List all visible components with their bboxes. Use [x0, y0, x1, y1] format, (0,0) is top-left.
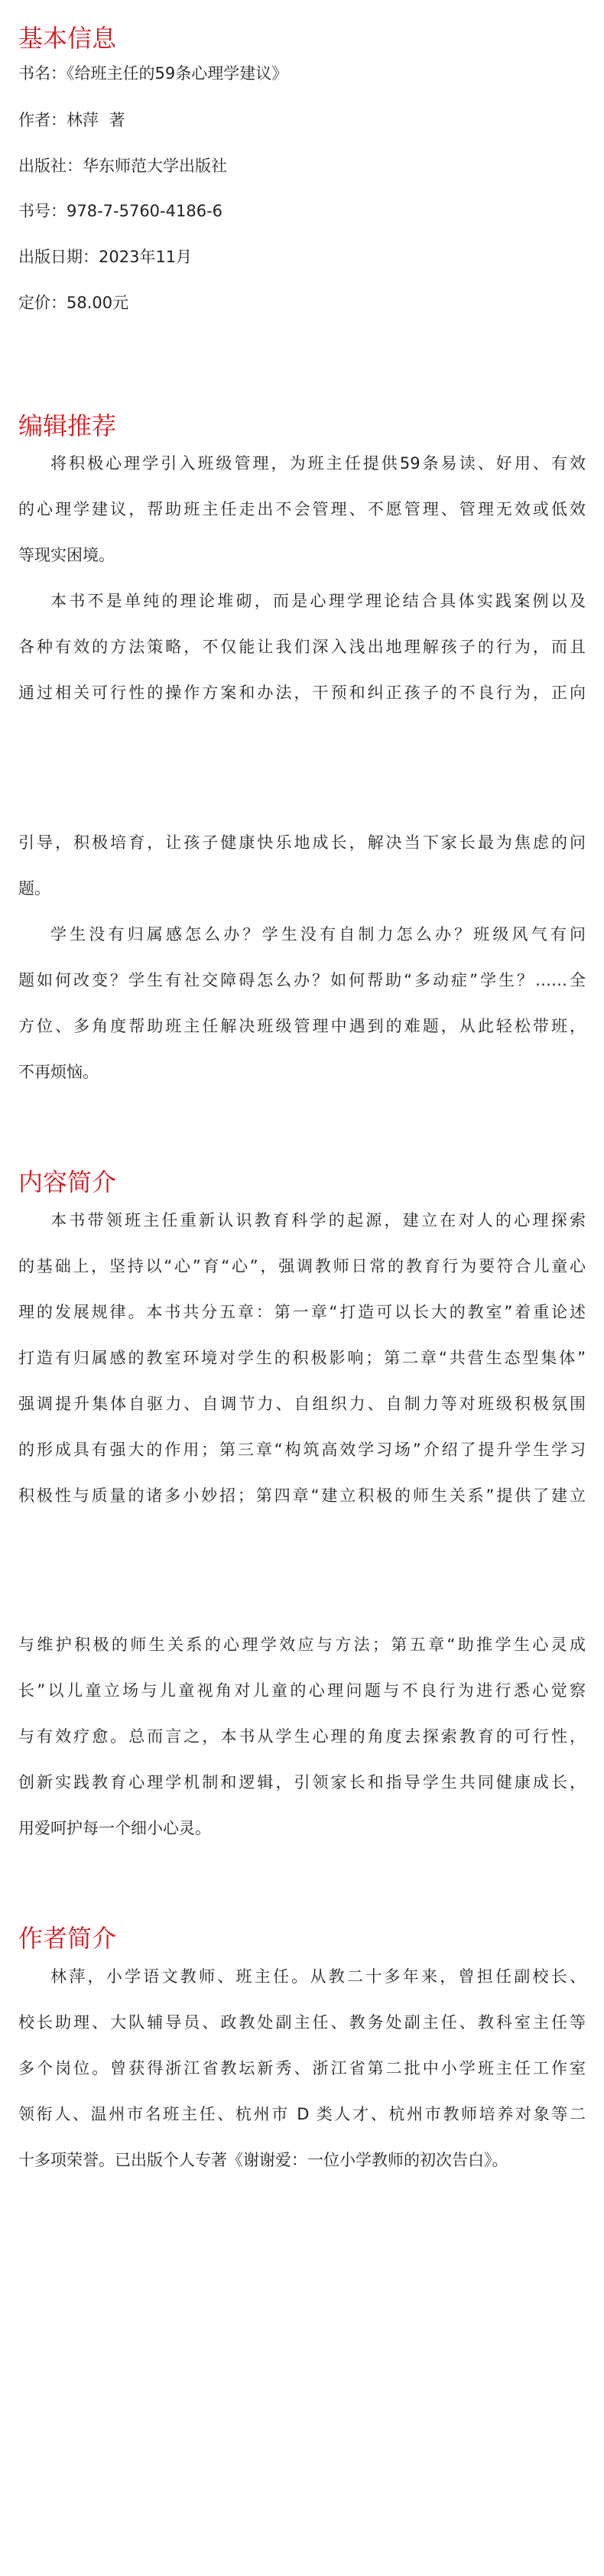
paragraph-line: 理的发展规律。本书共分五章：第一章“打造可以长大的教室”着重论述 — [18, 1303, 586, 1321]
basic-info-heading: 基本信息 — [18, 24, 117, 53]
field-value: 林萍 著 — [67, 111, 125, 129]
author-intro-heading: 作者简介 — [18, 1924, 117, 1953]
paragraph-line: 方位、多角度帮助班主任解决班级管理中遇到的难题，从此轻松带班， — [18, 1017, 586, 1035]
field-label: 书名： — [18, 64, 67, 83]
paragraph-line: 各种有效的方法策略，不仅能让我们深入浅出地理解孩子的行为，而且 — [18, 638, 586, 656]
paragraph-line: 的基础上，坚持以“心”育“心”，强调教师日常的教育行为要符合儿童心 — [18, 1257, 586, 1275]
paragraph-line: 用爱呵护每一个细小心灵。 — [18, 1819, 211, 1837]
paragraph-line: 等现实困境。 — [18, 546, 115, 564]
paragraph-line: 创新实践教育心理学机制和逻辑，引领家长和指导学生共同健康成长， — [18, 1773, 586, 1792]
field-value: 58.00元 — [67, 294, 129, 312]
paragraph-line: 将积极心理学引入班级管理，为班主任提供59条易读、好用、有效 — [50, 454, 586, 473]
field-value: 《给班主任的59条心理学建议》 — [67, 64, 288, 83]
paragraph-line: 本书带领班主任重新认识教育科学的起源，建立在对人的心理探索 — [50, 1211, 586, 1230]
paragraph-line: 校长助理、大队辅导员、政教处副主任、教务处副主任、教科室主任等 — [18, 2013, 586, 2032]
field-value: 2023年11月 — [99, 248, 193, 266]
paragraph-line: 不再烦恼。 — [18, 1063, 99, 1081]
paragraph-line: 打造有归属感的教室环境对学生的积极影响；第二章“共营生态型集体” — [18, 1349, 586, 1367]
paragraph-line: 题。 — [18, 879, 50, 898]
isbn-field — [18, 200, 222, 222]
book-title-field — [18, 63, 287, 84]
paragraph-line: 学生没有归属感怎么办？学生没有自制力怎么办？班级风气有问 — [50, 925, 586, 944]
field-label: 定价： — [18, 294, 67, 312]
field-label: 作者： — [18, 111, 67, 129]
paragraph-line: 林萍，小学语文教师、班主任。从教二十多年来，曾担任副校长、 — [50, 1967, 586, 1986]
field-value: 978-7-5760-4186-6 — [67, 202, 223, 220]
content-summary-heading: 内容简介 — [18, 1168, 117, 1197]
paragraph-line: 的形成具有强大的作用；第三章“构筑高效学习场”介绍了提升学生学习 — [18, 1441, 586, 1459]
publisher-field — [18, 155, 227, 177]
paragraph-line: 长”以儿童立场与儿童视角对儿童的心理问题与不良行为进行悉心觉察 — [18, 1681, 586, 1700]
paragraph-line: 与有效疗愈。总而言之，本书从学生心理的角度去探索教育的可行性， — [18, 1727, 586, 1746]
field-value: 华东师范大学出版社 — [83, 157, 227, 175]
paragraph-line: 强调提升集体自驱力、自调节力、自组织力、自制力等对班级积极氛围 — [18, 1395, 586, 1413]
paragraph-line: 的心理学建议，帮助班主任走出不会管理、不愿管理、管理无效或低效 — [18, 500, 586, 518]
field-label: 出版日期： — [18, 248, 99, 266]
field-label: 出版社： — [18, 157, 83, 175]
paragraph-line: 题如何改变？学生有社交障碍怎么办？如何帮助“多动症”学生？……全 — [18, 971, 586, 989]
paragraph-line: 通过相关可行性的操作方案和办法，干预和纠正孩子的不良行为，正向 — [18, 684, 586, 702]
editor-recommendation-heading: 编辑推荐 — [18, 411, 117, 440]
paragraph-line: 十多项荣誉。已出版个人专著《谢谢爱：一位小学教师的初次告白》。 — [18, 2151, 508, 2169]
publish-date-field — [18, 246, 192, 268]
paragraph-line: 领衔人、温州市名班主任、杭州市 D 类人才、杭州市教师培养对象等二 — [18, 2105, 586, 2123]
paragraph-line: 多个岗位。曾获得浙江省教坛新秀、浙江省第二批中小学班主任工作室 — [18, 2059, 586, 2077]
field-label: 书号： — [18, 202, 67, 220]
paragraph-line: 引导，积极培育，让孩子健康快乐地成长，解决当下家长最为焦虑的问 — [18, 833, 586, 852]
author-field — [18, 109, 125, 131]
paragraph-line: 与维护积极的师生关系的心理学效应与方法；第五章“助推学生心灵成 — [18, 1636, 586, 1654]
paragraph-line: 积极性与质量的诸多小妙招；第四章“建立积极的师生关系”提供了建立 — [18, 1486, 586, 1505]
paragraph-line: 本书不是单纯的理论堆砌，而是心理学理论结合具体实践案例以及 — [50, 592, 586, 610]
price-field — [18, 292, 128, 313]
